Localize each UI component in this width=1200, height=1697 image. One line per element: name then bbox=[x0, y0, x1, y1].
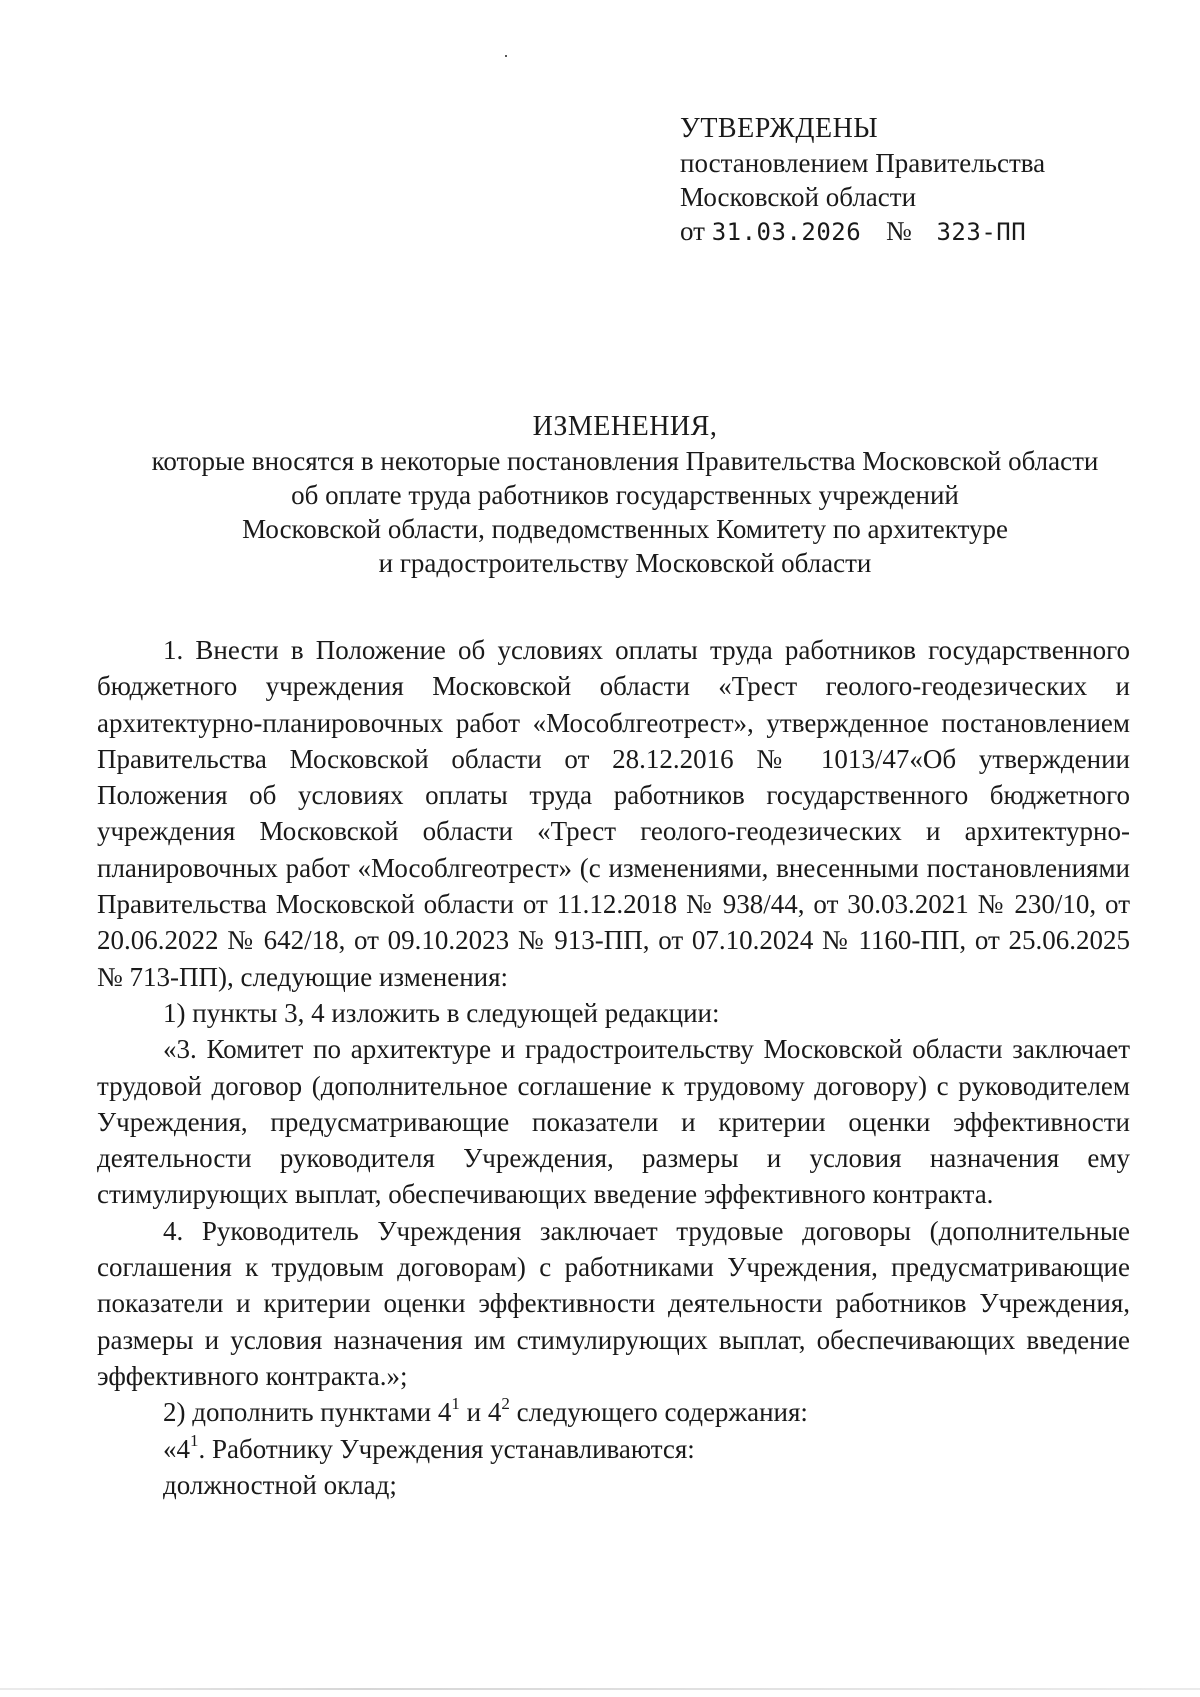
scan-bottom-edge bbox=[0, 1688, 1200, 1690]
paragraph-6 bbox=[97, 1431, 1130, 1467]
stamp-date-prefix: от bbox=[680, 216, 705, 246]
stamp-number: 323-ПП bbox=[936, 218, 1027, 246]
p6-text-a: «4 bbox=[163, 1433, 190, 1464]
p5-sup-2: 2 bbox=[501, 1394, 510, 1414]
paragraph-4: 4. Руководитель Учреждения заключает трудовые договоры (дополнительные соглашения к трудовым договорам) с работниками Учреждения, предусматривающие показатели и критерии оценки эффективности деятельности работников Учреждения, размеры и условия назначения им стимулирующих выплат, обеспечивающих введение эффективного контракта.»; bbox=[97, 1215, 1130, 1391]
heading-title: ИЗМЕНЕНИЯ, bbox=[532, 411, 718, 442]
heading-line-3: Московской области, подведомственных Комитету по архитектуре bbox=[242, 514, 1008, 544]
stamp-line-2: Московской области bbox=[680, 182, 917, 212]
stamp-date-line bbox=[680, 214, 1045, 249]
paragraph-3: «3. Комитет по архитектуре и градостроительству Московской области заключает трудовой договор (дополнительное соглашение к трудовому договору) с руководителем Учреждения, предусматривающие показатели и критерии оценки эффективности деятельности руководителя Учреждения, размеры и условия назначения ему стимулирующих выплат, обеспечивающих введение эффективного контракта. bbox=[97, 1034, 1130, 1210]
p5-text-b: и 4 bbox=[459, 1397, 502, 1428]
p5-text-a: 2) дополнить пунктами 4 bbox=[163, 1397, 452, 1428]
approval-stamp bbox=[680, 112, 1045, 249]
paragraph-2: 1) пункты 3, 4 изложить в следующей редакции: bbox=[163, 997, 720, 1028]
p5-sup-1: 1 bbox=[451, 1394, 460, 1414]
p6-sup: 1 bbox=[190, 1430, 199, 1450]
stamp-line-1: постановлением Правительства bbox=[680, 148, 1046, 178]
paragraph-7: должностной оклад; bbox=[163, 1469, 397, 1500]
stamp-title: УТВЕРЖДЕНЫ bbox=[680, 113, 879, 144]
p6-text-b: . Работнику Учреждения устанавливаются: bbox=[198, 1433, 695, 1464]
scan-artifact bbox=[505, 55, 507, 57]
document-heading bbox=[100, 410, 1150, 580]
stamp-date: 31.03.2026 bbox=[711, 218, 862, 246]
stamp-number-sign: № bbox=[885, 216, 912, 246]
paragraph-1: 1. Внести в Положение об условиях оплаты труда работников государственного бюджетного учреждения Московской области «Трест геолого-геодезических и архитектурно-планировочных работ «Мособлгеотрест», утвержденное постановлением Правительства Московской области от 28.12.2016 № 1013/47«Об утверждении Положения об условиях оплаты труда работников государственного бюджетного учреждения Московской области «Трест геолого-геодезических и архитектурно-планировочных работ «Мособлгеотрест» (с изменениями, внесенными постановлениями Правительства Московской области от 11.12.2018 № 938/44, от 30.03.2021 № 230/10, от 20.06.2022 № 642/18, от 09.10.2023 № 913-ПП, от 07.10.2024 № 1160-ПП, от 25.06.2025 № 713-ПП), следующие изменения: bbox=[97, 635, 1130, 992]
heading-line-1: которые вносятся в некоторые постановления Правительства Московской области bbox=[151, 446, 1099, 476]
paragraph-5 bbox=[97, 1394, 1130, 1430]
document-body bbox=[97, 632, 1130, 1503]
heading-line-4: и градостроительству Московской области bbox=[378, 548, 872, 578]
heading-line-2: об оплате труда работников государственных учреждений bbox=[291, 480, 959, 510]
p5-text-c: следующего содержания: bbox=[509, 1397, 808, 1428]
